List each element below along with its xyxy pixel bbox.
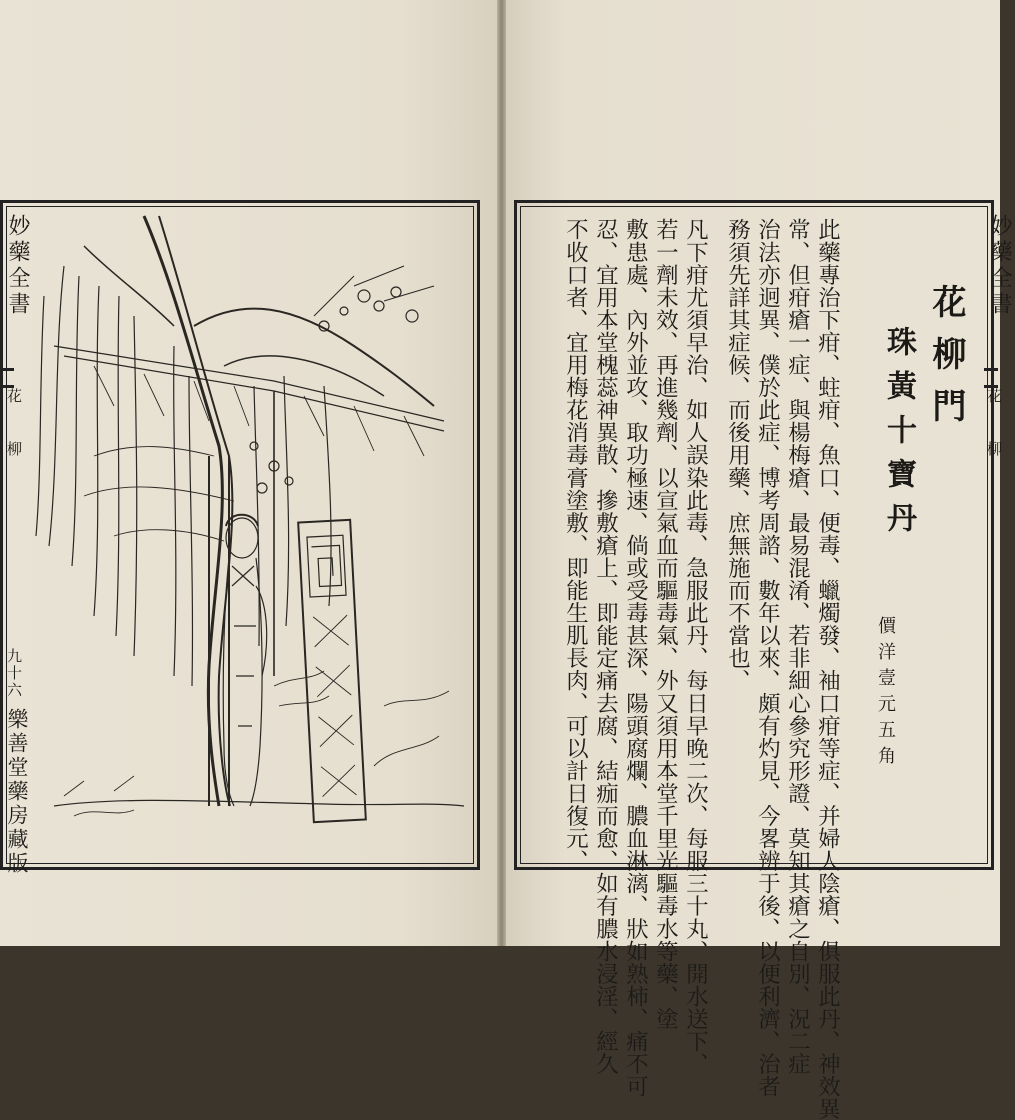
right-edge-title: 妙藥全書 <box>987 214 1012 318</box>
text-column: 務須先詳其症候、而後用藥、庶無施而不當也、 <box>724 218 751 692</box>
text-column: 常、但疳瘡一症、與楊梅瘡、最易混淆、若非細心參究形證、莫知其瘡之自別、況二症 <box>784 218 811 1075</box>
text-column: 若一劑未效、再進幾劑、以宣氣血而驅毒氣、外又須用本堂千里光驅毒水等藥、塗 <box>652 218 679 1030</box>
left-page <box>0 0 497 946</box>
text-column: 此藥專治下疳、蛀疳、魚口、便毒、蠟燭發、袖口疳等症、并婦人陰瘡、俱服此丹、神效異 <box>814 218 841 1120</box>
woodblock-illustration <box>24 206 470 858</box>
text-column: 敷患處、內外並攻、取功極速、倘或受毒甚深、陽頭腐爛、膿血淋漓、狀如熟柿、痛不可 <box>622 218 649 1098</box>
text-column: 忍、宜用本堂槐蕊神異散、摻敷瘡上、即能定痛去腐、結痂而愈、如有膿水浸淫、經久 <box>592 218 619 1075</box>
left-edge-title: 妙藥全書 <box>5 214 30 318</box>
right-fishtail-mark <box>984 368 998 388</box>
text-column: 不收口者、宜用梅花消毒膏塗敷、即能生肌長肉、可以計日復元、 <box>562 218 589 872</box>
publisher-imprint: 樂善堂藥房藏版 <box>5 708 29 876</box>
section-title: 花柳門 <box>926 284 966 440</box>
text-column: 治法亦迥異、僕於此症、博考周諮、數年以來、頗有灼見、今畧辨于後、以便利濟、治者 <box>754 218 781 1098</box>
left-page-number: 九十六 <box>5 648 23 699</box>
formula-name: 珠黃十寶丹 <box>881 326 916 546</box>
text-column: 凡下疳尤須早治、如人誤染此毒、急服此丹、每日早晚二次、每服三十丸、開水送下、 <box>682 218 709 1075</box>
right-edge-section: 花 柳 <box>985 388 1003 466</box>
book-gutter <box>497 0 506 946</box>
price-label: 價洋壹元五角 <box>875 616 896 772</box>
left-fishtail-mark <box>0 368 14 388</box>
left-edge-section: 花 柳 <box>5 388 23 466</box>
